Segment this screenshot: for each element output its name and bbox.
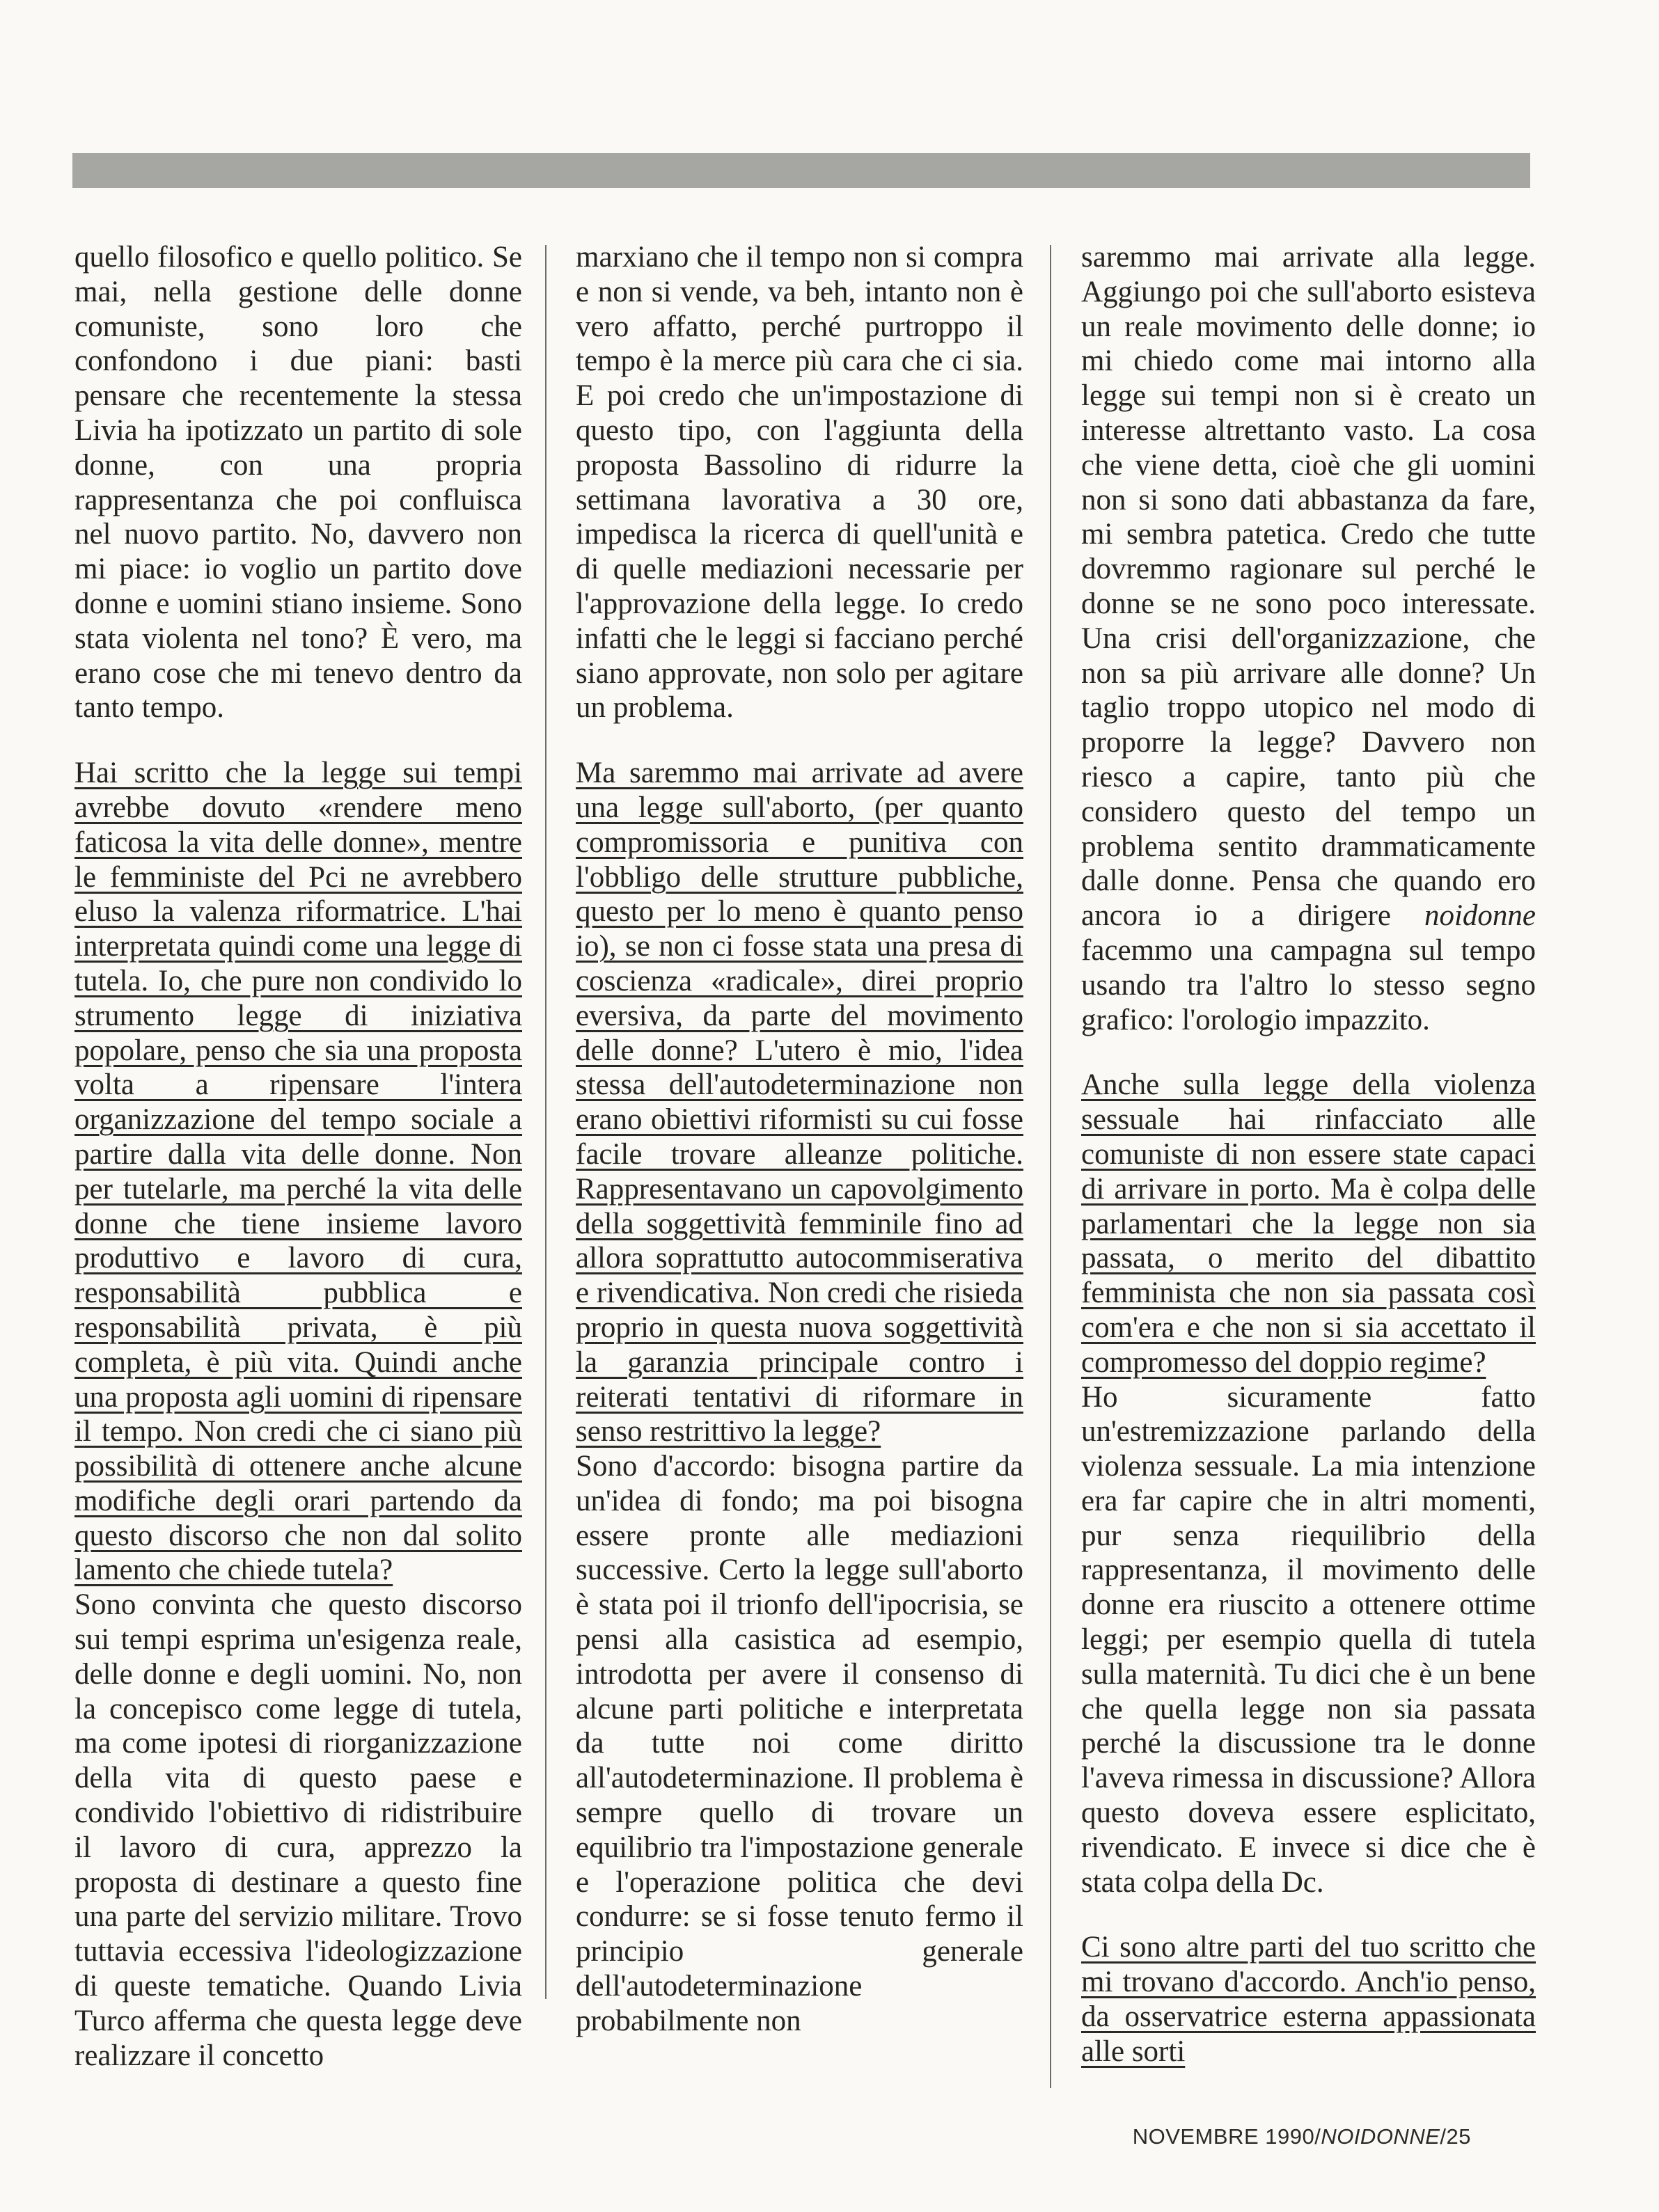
answer-text: saremmo mai arrivate alla legge. Aggiungo poi che sull'aborto esisteva un reale movimento delle donne; io mi chiedo come mai intorno alla legge sui tempi non si è creato un interesse altrettanto vasto. La cosa che viene detta, cioè che gli uomini non si sono dati abbastanza da fare, mi sembra patetica. Credo che tutte dovremmo ragionare sul perché le donne se ne sono poco interessate. Una crisi dell'organizzazione, che non sa più arrivare alle donne? Un taglio troppo utopico nel modo di proporre la legge? Davvero non riesco a capire, tanto più che considero questo del tempo un problema sentito drammaticamente dalle donne. Pensa che quando ero ancora io a dirigere [1081,241,1536,933]
question-paragraph: Anche sulla legge della violenza sessuale hai rinfacciato alle comuniste di non essere state capaci di arrivare in porto. Ma è colpa delle parlamentari che la legge non sia passata, o merito del dibattito femminista che non sia passata così com'era e che non si sia accettato il compromesso del doppio regime? [1081,1068,1536,1379]
answer-paragraph: Ho sicuramente fatto un'estremizzazione parlando della violenza sessuale. La mia intenzione era far capire che in altri momenti, pur senza riequilibrio della rappresentanza, il movimento delle donne era riuscito a ottenere ottime leggi; per esempio quella di tutela sulla maternità. Tu dici che è un bene che quella legge non sia passata perché la discussione tra le donne l'aveva rimessa in discussione? Allora questo doveva essere esplicitato, rivendicato. E invece si dice che è stata colpa della Dc. [1081,1380,1536,1899]
magazine-name: noidonne [1424,899,1536,933]
footer-issue: NOVEMBRE 1990/ [1132,2124,1321,2149]
page-footer [1133,2124,1471,2149]
header-band [72,153,1530,188]
column-divider [545,245,547,1999]
text-column-3 [1081,240,1536,2069]
question-paragraph: Hai scritto che la legge sui tempi avrebbe dovuto «rendere meno faticosa la vita delle donne», mentre le femministe del Pci ne avrebbero eluso la valenza riformatrice. L'hai interpretata quindi come una legge di tutela. Io, che pure non condivido lo strumento legge di iniziativa popolare, penso che sia una proposta volta a ripensare l'intera organizzazione del tempo sociale a partire dalla vita delle donne. Non per tutelarle, ma perché la vita delle donne che tiene insieme lavoro produttivo e lavoro di cura, responsabilità pubblica e responsabilità privata, è più completa, è più vita. Quindi anche una proposta agli uomini di ripensare il tempo. Non credi che ci siano più possibilità di ottenere anche alcune modifiche degli orari partendo da questo discorso che non dal solito lamento che chiede tutela? [74,757,522,1587]
answer-text-tail: facemmo una campagna sul tempo usando tra l'altro lo stesso segno grafico: l'orologio impazzito. [1081,933,1536,1036]
text-column-2 [576,240,1023,2039]
question-paragraph: Ma saremmo mai arrivate ad avere una legge sull'aborto, (per quanto compromissoria e punitiva con l'obbligo delle strutture pubbliche, questo per lo meno è quanto penso io), se non ci fosse stata una presa di coscienza «radicale», direi proprio eversiva, da parte del movimento delle donne? L'utero è mio, l'idea stessa dell'autodeterminazione non erano obiettivi riformisti su cui fosse facile trovare alleanze politiche. Rappresentavano un capovolgimento della soggettività femminile fino ad allora soprattutto autocommiserativa e rivendicativa. Non credi che risieda proprio in questa nuova soggettività la garanzia principale contro i reiterati tentativi di riformare in senso restrittivo la legge? [576,757,1023,1448]
text-column-1 [74,240,522,2073]
answer-paragraph [1081,240,1536,1037]
answer-paragraph: marxiano che il tempo non si compra e non si vende, va beh, intanto non è vero affatto, perché purtroppo il tempo è la merce più cara che ci sia. E poi credo che un'impostazione di questo tipo, con l'aggiunta della proposta Bassolino di ridurre la settimana lavorativa a 30 ore, impedisca la ricerca di quell'unità e di quelle mediazioni necessarie per l'approvazione della legge. Io credo infatti che le leggi si facciano perché siano approvate, non solo per agitare un problema. [576,241,1023,725]
question-paragraph: Ci sono altre parti del tuo scritto che mi trovano d'accordo. Anch'io penso, da osservatrice esterna appassionata alle sorti [1081,1931,1536,2068]
answer-paragraph: Sono convinta che questo discorso sui tempi esprima un'esigenza reale, delle donne e degli uomini. No, non la concepisco come legge di tutela, ma come ipotesi di riorganizzazione della vita di questo paese e condivido l'obiettivo di ridistribuire il lavoro di cura, apprezzo la proposta di destinare a questo fine una parte del servizio militare. Trovo tuttavia eccessiva l'ideologizzazione di queste tematiche. Quando Livia Turco afferma che questa legge deve realizzare il concetto [74,1588,522,2072]
column-divider [1050,245,1051,2088]
footer-page-number: /25 [1440,2124,1471,2149]
footer-magazine: NOIDONNE [1321,2124,1440,2149]
answer-paragraph: Sono d'accordo: bisogna partire da un'idea di fondo; ma poi bisogna essere pronte alle mediazioni successive. Certo la legge sull'aborto è stata poi il trionfo dell'ipocrisia, se pensi alla casistica ad esempio, introdotta per avere il consenso di alcune parti politiche e interpretata da tutte noi come diritto all'autodeterminazione. Il problema è sempre quello di trovare un equilibrio tra l'impostazione generale e l'operazione politica che devi condurre: se si fosse tenuto fermo il principio generale dell'autodeterminazione probabilmente non [576,1450,1023,2037]
answer-paragraph: quello filosofico e quello politico. Se mai, nella gestione delle donne comuniste, sono loro che confondono i due piani: basti pensare che recentemente la stessa Livia ha ipotizzato un partito di sole donne, con una propria rappresentanza che poi confluisca nel nuovo partito. No, davvero non mi piace: io voglio un partito dove donne e uomini stiano insieme. Sono stata violenta nel tono? È vero, ma erano cose che mi tenevo dentro da tanto tempo. [74,241,522,725]
